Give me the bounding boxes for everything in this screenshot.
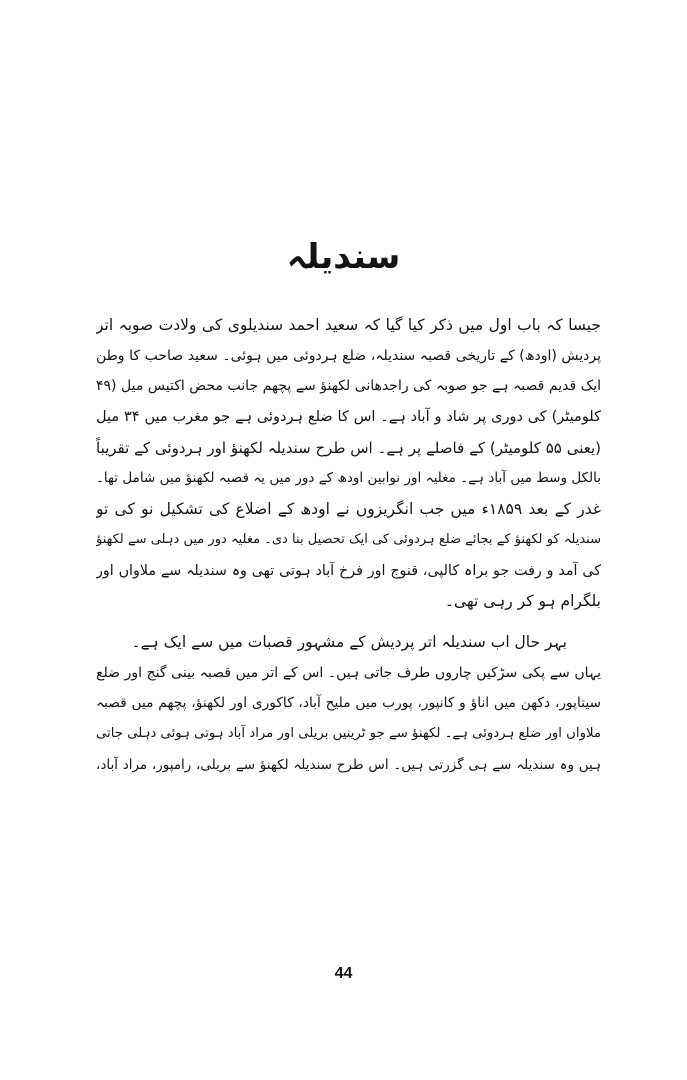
paragraph-1: [96, 310, 601, 617]
text-line: ہیں وہ سندیلہ سے ہی گزرتی ہیں۔ اس طرح سندیلہ لکھنؤ سے بریلی، رامپور، مراد آباد،: [96, 756, 601, 773]
text-line: کی آمد و رفت جو براہ کالپی، قنوج اور فرخ آباد ہوتی تھی وہ سندیلہ سے ملاواں اور: [96, 562, 601, 579]
text-line: پردیش (اودھ) کے تاریخی قصبہ سندیلہ، ضلع ہردوئی میں ہوئی۔ سعید صاحب کا وطن: [96, 347, 601, 364]
text-line: ایک قدیم قصبہ ہے جو صوبہ کی راجدھانی لکھنؤ سے پچھم جانب محض اکتیس میل (۴۹: [96, 378, 601, 395]
text-line: سیتاپور، دکھن میں اناؤ و کانپور، پورب میں ملیح آباد، کاکوری اور لکھنؤ، پچھم میں قصبہ: [96, 695, 601, 712]
text-line: بالکل وسط میں آباد ہے۔ مغلیہ اور نوابین اودھ کے دور میں یہ قصبہ لکھنؤ میں شامل تھا۔: [96, 470, 601, 487]
text-line: غدر کے بعد ۱۸۵۹ء میں جب انگریزوں نے اودھ کے اضلاع کی تشکیل نو کی تو: [96, 500, 601, 519]
body-text: [96, 310, 601, 780]
page-number: 44: [334, 965, 353, 982]
text-line: ملاواں اور ضلع ہردوئی ہے۔ لکھنؤ سے جو ٹرینیں بریلی اور مراد آباد ہوتی ہوئی دہلی جاتی: [96, 725, 601, 741]
paragraph-2: [96, 627, 601, 780]
text-line: سندیلہ کو لکھنؤ کے بجائے ضلع ہردوئی کی ایک تحصیل بنا دی۔ مغلیہ دور میں دہلی سے لکھنؤ: [96, 531, 601, 547]
text-line: (یعنی ۵۵ کلومیٹر) کے فاصلے پر ہے۔ اس طرح سندیلہ لکھنؤ اور ہردوئی کے تقریباً: [96, 438, 601, 457]
chapter-title: سندیلہ: [286, 237, 401, 277]
text-line: کلومیٹر) کی دوری پر شاد و آباد ہے۔ اس کا ضلع ہردوئی ہے جو مغرب میں ۳۴ میل: [96, 409, 601, 426]
text-line: جیسا کہ باب اول میں ذکر کیا گیا کہ سعید احمد سندیلوی کی ولادت صوبہ اتر: [96, 316, 601, 334]
text-line: یہاں سے پکی سڑکیں چاروں طرف جاتی ہیں۔ اس کے اتر میں قصبہ بینی گنج اور ضلع: [96, 664, 601, 681]
text-line: بلگرام ہو کر رہی تھی۔: [444, 592, 601, 611]
text-line: بہر حال اب سندیلہ اتر پردیش کے مشہور قصبات میں سے ایک ہے۔: [131, 632, 567, 651]
